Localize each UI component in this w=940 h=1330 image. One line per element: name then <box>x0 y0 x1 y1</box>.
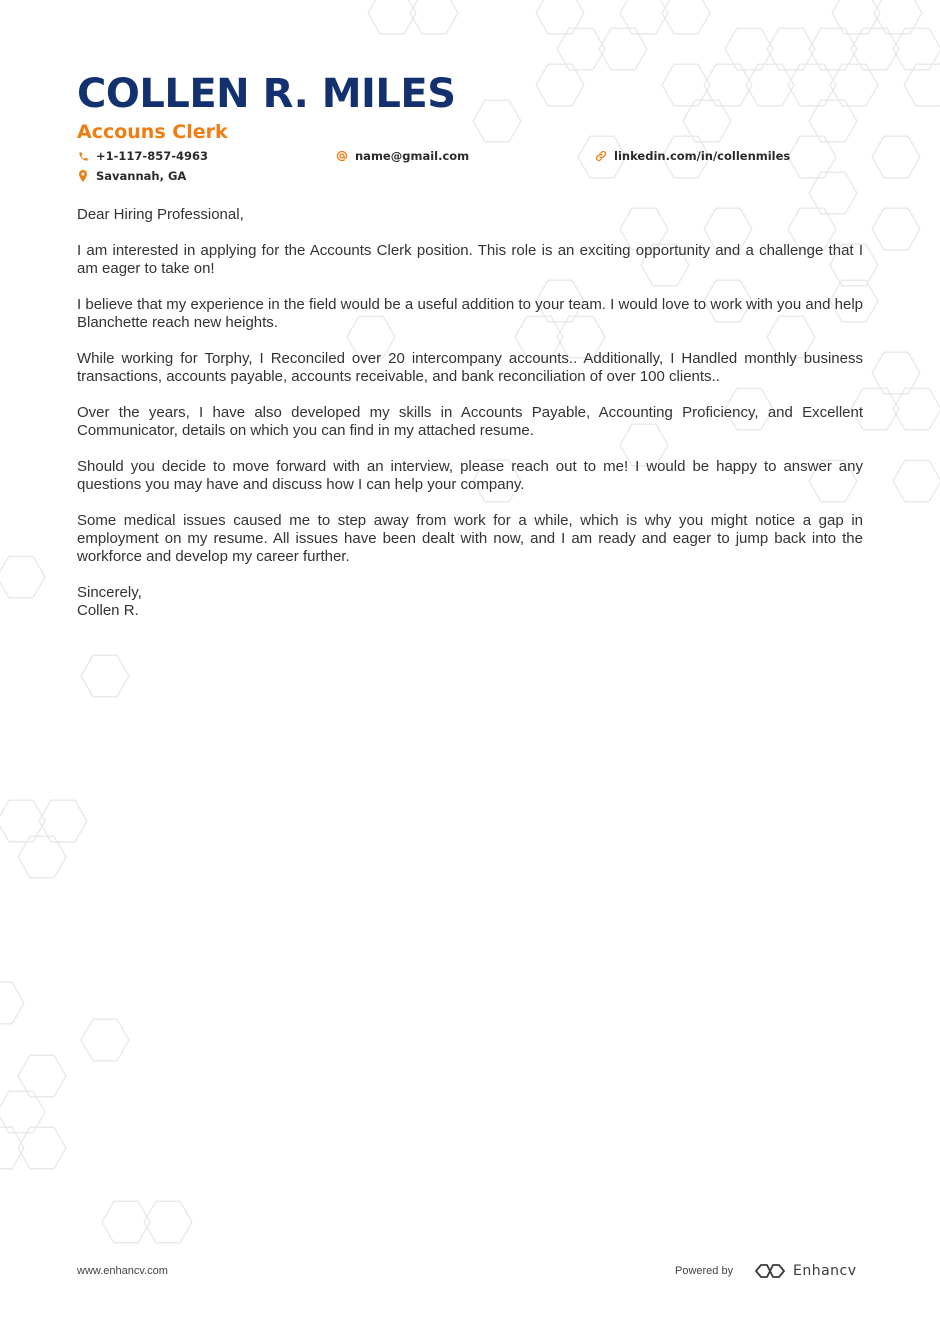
phone-icon <box>77 150 89 162</box>
letter-paragraph: Over the years, I have also developed my skills in Accounts Payable, Accounting Proficiency, and Excellent Communicator, details on which you can find in my attached resume. <box>77 404 863 439</box>
contact-email <box>336 148 469 164</box>
letter-signature: Collen R. <box>77 602 139 619</box>
letter-greeting: Dear Hiring Professional, <box>77 206 244 223</box>
link-icon <box>595 150 607 162</box>
candidate-name: COLLEN R. MILES <box>77 71 456 117</box>
contact-phone <box>77 148 208 164</box>
linkedin-text: linkedin.com/in/collenmiles <box>614 149 791 163</box>
job-title: Accouns Clerk <box>77 121 228 143</box>
email-text: name@gmail.com <box>355 149 470 163</box>
brand-name: Enhancv <box>793 1263 857 1279</box>
letter-closing: Sincerely, <box>77 584 142 601</box>
letter-paragraph: I believe that my experience in the field would be a useful addition to your team. I would love to work with you and help Blanchette reach new heights. <box>77 296 863 331</box>
powered-by-label: Powered by <box>675 1265 734 1277</box>
contact-linkedin <box>595 148 790 164</box>
at-icon <box>336 150 348 162</box>
contact-location <box>77 168 186 184</box>
letter-paragraph: I am interested in applying for the Accounts Clerk position. This role is an exciting opportunity and a challenge that I am eager to take on! <box>77 242 863 277</box>
footer-website-link[interactable]: www.enhancv.com <box>77 1265 168 1277</box>
location-pin-icon <box>77 170 89 182</box>
location-text: Savannah, GA <box>96 169 187 183</box>
enhancv-logo-icon <box>754 1262 786 1280</box>
letter-paragraph: Some medical issues caused me to step away from work for a while, which is why you might notice a gap in employment on my resume. All issues have been dealt with now, and I am ready and eager to jump back into the workforce and develop my career further. <box>77 512 863 565</box>
letter-paragraph: While working for Torphy, I Reconciled over 20 intercompany accounts.. Additionally, I Handled monthly business transactions, accounts payable, accounts receivable, and bank reconciliation of over 100 clients.. <box>77 350 863 385</box>
enhancv-brand[interactable] <box>754 1262 857 1280</box>
letter-body <box>77 206 863 620</box>
phone-text: +1-117-857-4963 <box>96 149 208 163</box>
letter-paragraph: Should you decide to move forward with an interview, please reach out to me! I would be happy to answer any questions you may have and discuss how I can help your company. <box>77 458 863 493</box>
